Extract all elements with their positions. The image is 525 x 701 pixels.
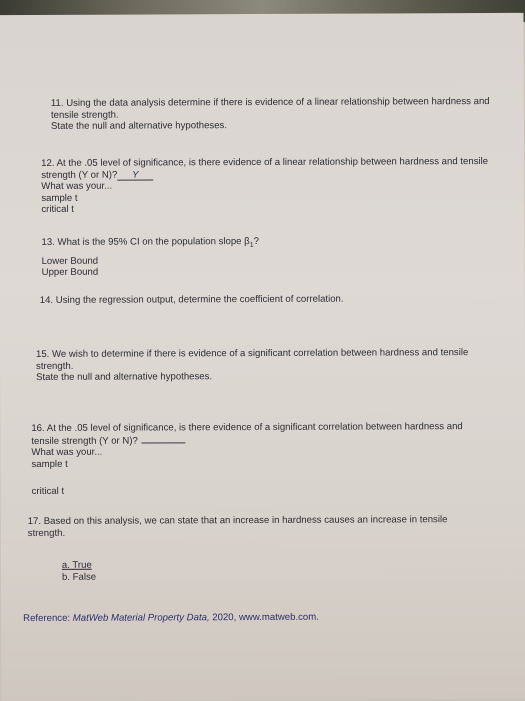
q12-line-1: 12. At the .05 level of significance, is there evidence of a linear relationship between hardness and tensile [41,156,489,169]
reference-label: Reference: [23,612,71,625]
q16-prompt: tensile strength (Y or N)? [31,435,138,447]
question-13 [41,236,259,279]
question-11 [51,96,490,133]
q13-line-1 [41,236,259,252]
q17-options [62,560,96,583]
q15-line-2: strength. [36,360,74,372]
reference-line [23,612,319,625]
q12-prompt: strength (Y or N)? [41,169,118,181]
worksheet-page [0,13,525,701]
q13-subscript: 1 [249,241,254,249]
q12-critical-t: critical t [41,204,74,216]
q13-suffix: ? [253,236,259,248]
question-14 [40,294,344,307]
q11-line-3: State the null and alternative hypotheses. [50,120,228,133]
q15-line-1: 15. We wish to determine if there is evidence of a significant correlation between hardness and tensile [35,347,469,360]
q16-sample-t: sample t [31,458,68,470]
q17-line-2: strength. [27,527,66,539]
q16-line-3: What was your... [31,446,103,459]
q13-upper-bound: Upper Bound [41,266,99,279]
q15-line-3: State the null and alternative hypotheses. [36,371,213,384]
question-12 [41,156,488,216]
q16-answer-field[interactable] [142,434,186,443]
q16-critical-t: critical t [31,486,65,498]
question-16 [31,421,463,498]
q17-option-true[interactable]: a. True [61,559,92,571]
question-15 [36,347,468,384]
q13-lower-bound: Lower Bound [41,255,99,267]
q13-prompt: 13. What is the 95% CI on the population slope β [41,236,250,248]
q17-option-false[interactable]: b. False [61,571,97,583]
q11-line-2: tensile strength. [50,109,119,121]
q17-line-1: 17. Based on this analysis, we can state that an increase in hardness causes an increase in tensile [27,514,448,528]
question-17 [28,514,448,539]
q11-line-1: 11. Using the data analysis determine if there is evidence of a linear relationship between hardness and [50,96,490,109]
q12-sample-t: sample t [41,192,78,204]
q16-line-1: 16. At the .05 level of significance, is there evidence of a significant correlation between hardness and [31,421,463,435]
reference-details: 2020, www.matweb.com. [212,611,319,624]
q12-line-3: What was your... [41,180,113,193]
q14-line-1: 14. Using the regression output, determine the coefficient of correlation. [39,293,344,306]
reference-source: MatWeb Material Property Data, [72,612,210,624]
q12-answer-field[interactable]: Y [117,169,153,180]
